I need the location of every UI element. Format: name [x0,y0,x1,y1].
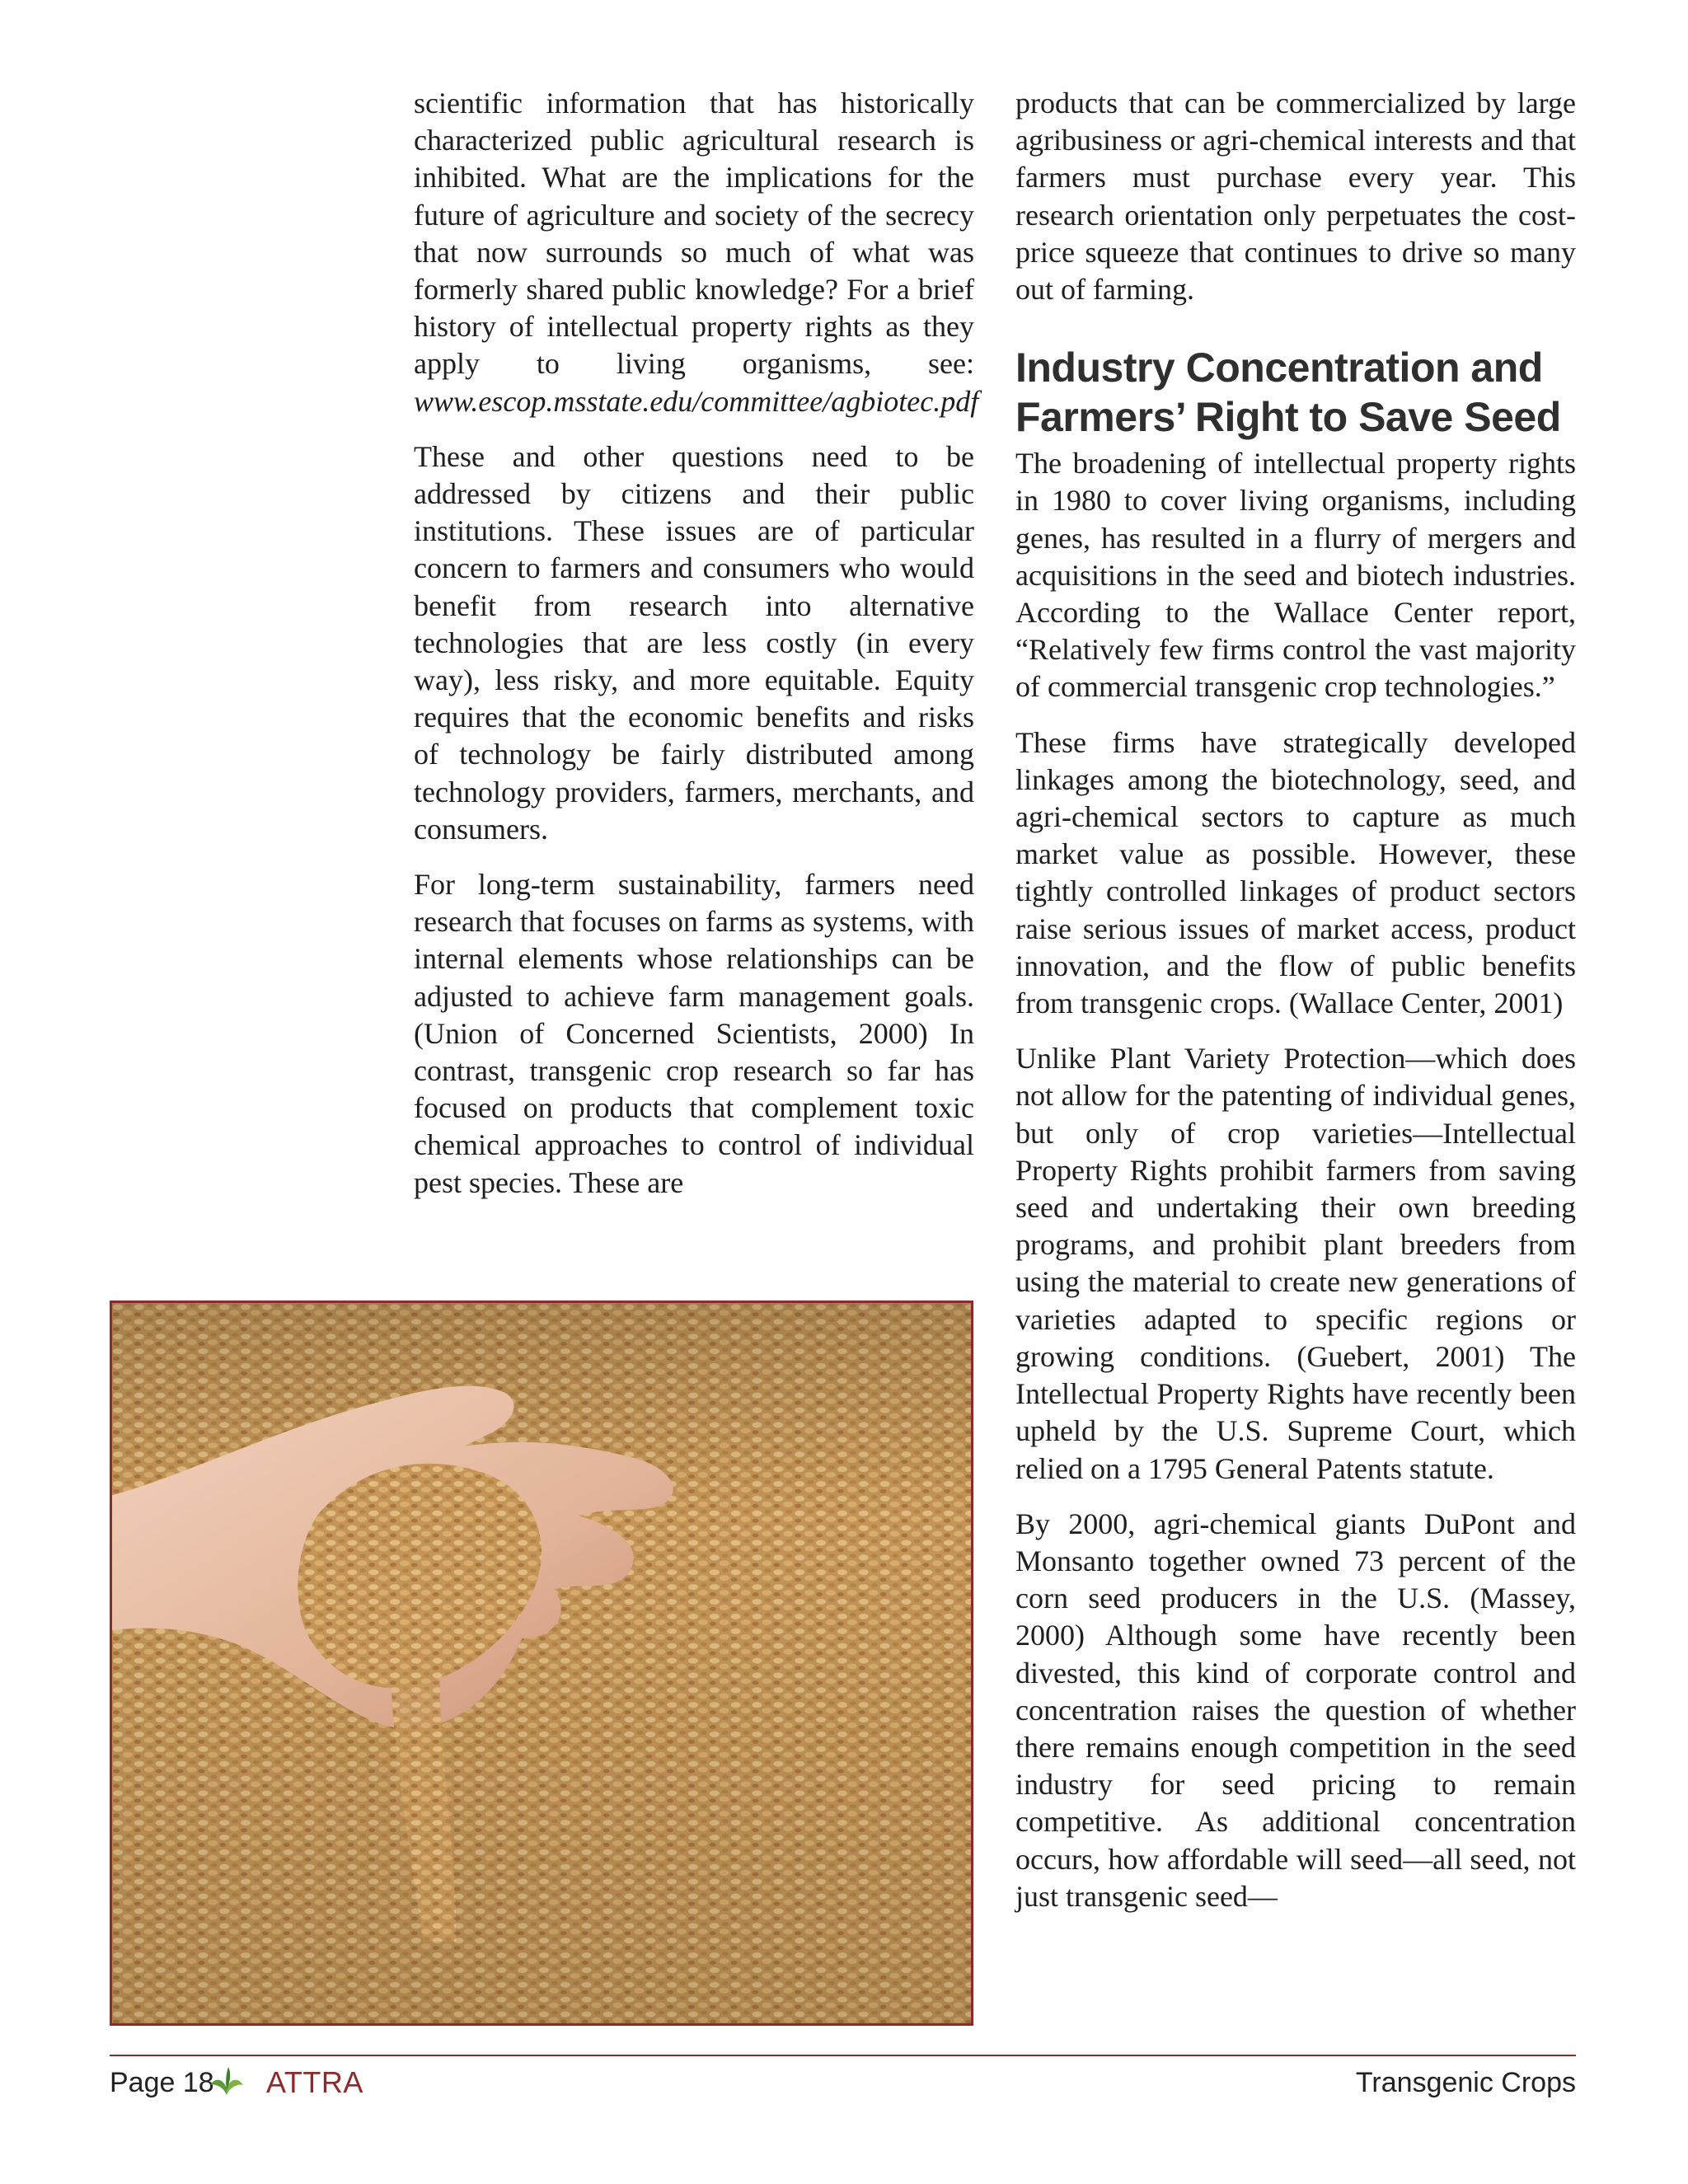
section-heading: Industry Concentration and Farmers’ Right to Save Seed [1015,344,1561,441]
brand-name: ATTRA [266,2065,363,2099]
paragraph: Unlike Plant Variety Protection—which does not allow for the patenting of individual genes, but only of crop varieties—Intellectual Property Rights prohibit farmers from saving seed and undertaking their own breeding programs, and prohibit plant breeders from using the material to create new generations of varieties adapted to specific regions or growing conditions. (Guebert, 2001) The Intellectual Property Rights have recently been upheld by the U.S. Supreme Court, which relied on a 1795 General Patents statute. [1015,1042,1576,1485]
page-number: Page 18 [110,2067,214,2098]
text-column-right [1015,85,1576,1933]
paragraph-text: scientific information that has historically characterized public agricultural research is inhibited. What are the implications for the future of agriculture and society of the secrecy that now surrounds so much of what was formerly shared public knowledge? For a brief history of intellectual property rights as they apply to living organisms, see: [414,87,974,381]
page-footer [110,2062,1576,2103]
paragraph: By 2000, agri-chemical giants DuPont and Monsanto together owned 73 percent of the corn seed producers in the U.S. (Massey, 2000) Although some have recently been divested, this kind of corporate control and concentration raises the question of whether there remains enough competition in the seed industry for seed pricing to remain competitive. As additional concentration occurs, how affordable will seed—all seed, not just transgenic seed— [1015,1507,1576,1913]
paragraph: The broadening of intellectual property rights in 1980 to cover living organisms, including genes, has resulted in a flurry of mergers and acquisitions in the seed and biotech industries. According to the Wallace Center report, “Relatively few firms control the vast majority of commercial transgenic crop technologies.” [1015,447,1576,704]
reference-link[interactable]: www.escop.msstate.edu/committee/agbiotec.pdf [414,384,979,418]
grain-hand-illustration [112,1303,971,2023]
photo-hand-pouring-grain [110,1301,973,2026]
paragraph: These firms have strategically developed linkages among the biotechnology, seed, and agri-chemical sectors to capture as much market value as possible. However, these tightly controlled linkages of product sectors raise serious issues of market access, product innovation, and the flow of public benefits from transgenic crops. (Wallace Center, 2001) [1015,725,1576,1020]
leaf-icon [209,2065,245,2098]
footer-rule [110,2055,1576,2056]
paragraph: For long-term sustainability, farmers need research that focuses on farms as systems, with internal elements whose relationships can be adjusted to achieve farm management goals. (Union of Concerned Scientists, 2000) In contrast, transgenic crop research so far has focused on products that complement toxic chemical approaches to control of individual pest species. These are [414,868,974,1199]
text-column-middle [414,85,979,1220]
paragraph [414,85,979,420]
publication-title: Transgenic Crops [1355,2067,1576,2098]
paragraph: These and other questions need to be addressed by citizens and their public institutions. These issues are of particular concern to farmers and consumers who would benefit from research into alternative technologies that are less costly (in every way), less risky, and more equitable. Equity requires that the economic benefits and risks of technology be fairly distributed among technology providers, farmers, merchants, and consumers. [414,439,974,846]
paragraph: products that can be commercialized by large agribusiness or agri-chemical interests and that farmers must purchase every year. This research orientation only perpetuates the cost-price squeeze that continues to drive so many out of farming. [1015,87,1576,307]
